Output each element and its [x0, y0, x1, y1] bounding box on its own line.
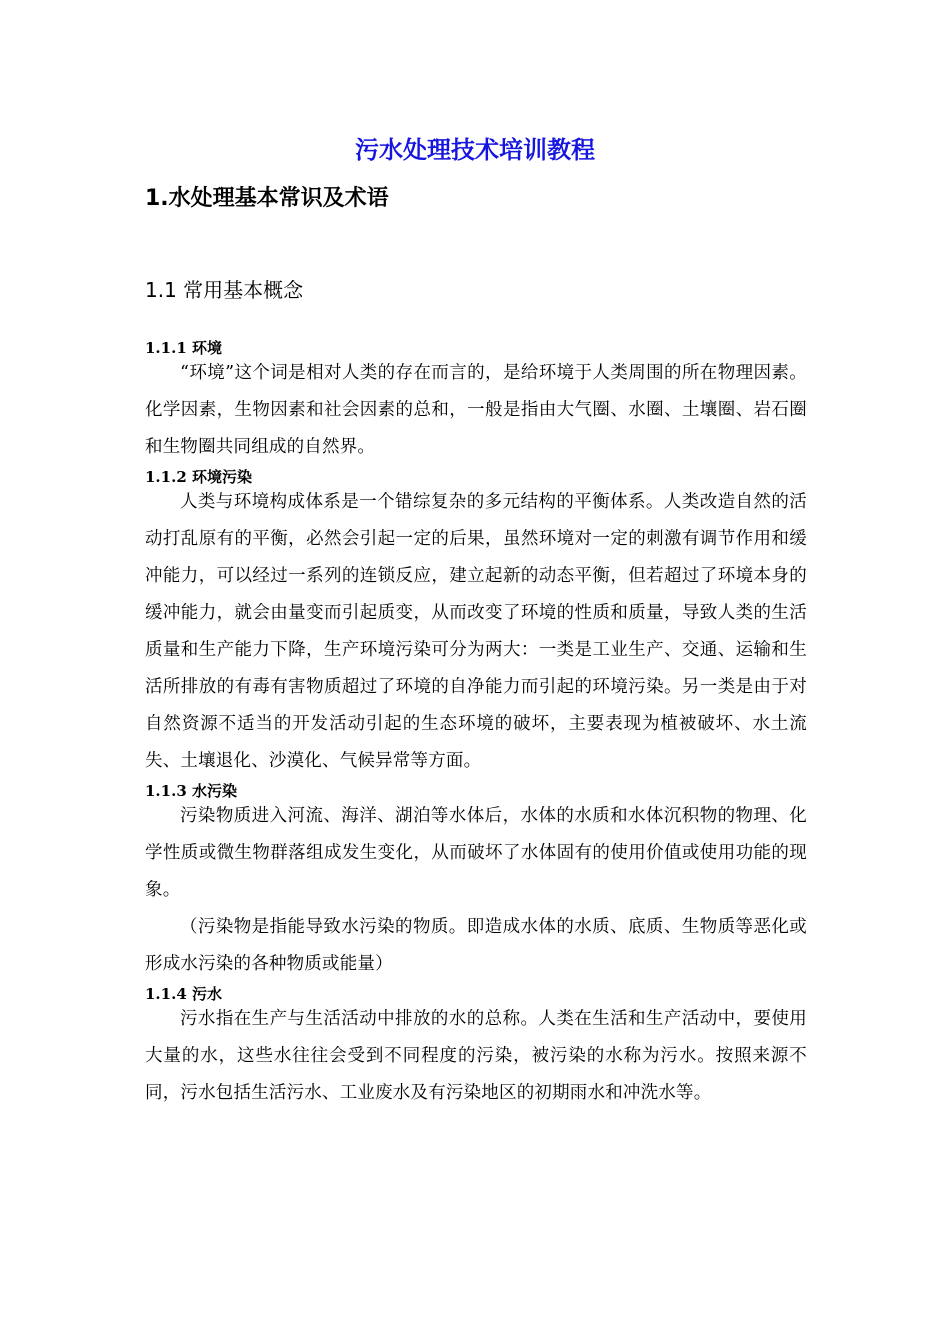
section-heading: 1.1 常用基本概念 [145, 278, 304, 302]
document-body [145, 337, 807, 1112]
subsection-heading-sewage: 1.1.4 污水 [145, 985, 222, 1003]
subsection-heading-water-pollution: 1.1.3 水污染 [145, 782, 237, 800]
document-title: 污水处理技术培训教程 [355, 136, 595, 164]
paragraph-pollutant-note: （污染物是指能导致水污染的物质。即造成水体的水质、底质、生物质等恶化或形成水污染的各种物质或能量） [145, 917, 807, 974]
subsection-heading-environment: 1.1.1 环境 [145, 339, 222, 357]
paragraph-water-pollution: 污染物质进入河流、海洋、湖泊等水体后，水体的水质和水体沉积物的物理、化学性质或微生物群落组成发生变化，从而破坏了水体固有的使用价值或使用功能的现象。 [145, 806, 807, 900]
chapter-heading: 1.水处理基本常识及术语 [145, 186, 389, 211]
paragraph-sewage: 污水指在生产与生活活动中排放的水的总称。人类在生活和生产活动中，要使用大量的水，这些水往往会受到不同程度的污染，被污染的水称为污水。按照来源不同，污水包括生活污水、工业废水及有污染地区的初期雨水和冲洗水等。 [145, 1009, 807, 1103]
subsection-heading-environmental-pollution: 1.1.2 环境污染 [145, 468, 252, 486]
paragraph-environment: “环境”这个词是相对人类的存在而言的，是给环境于人类周围的所在物理因素。化学因素，生物因素和社会因素的总和，一般是指由大气圈、水圈、土壤圈、岩石圈和生物圈共同组成的自然界。 [145, 363, 807, 457]
paragraph-environmental-pollution: 人类与环境构成体系是一个错综复杂的多元结构的平衡体系。人类改造自然的活动打乱原有的平衡，必然会引起一定的后果，虽然环境对一定的刺激有调节作用和缓冲能力，可以经过一系列的连锁反应，建立起新的动态平衡，但若超过了环境本身的缓冲能力，就会由量变而引起质变，从而改变了环境的性质和质量，导致人类的生活质量和生产能力下降，生产环境污染可分为两大：一类是工业生产、交通、运输和生活所排放的有毒有害物质超过了环境的自净能力而引起的环境污染。另一类是由于对自然资源不适当的开发活动引起的生态环境的破坏，主要表现为植被破坏、水土流失、土壤退化、沙漠化、气候异常等方面。 [145, 492, 807, 771]
